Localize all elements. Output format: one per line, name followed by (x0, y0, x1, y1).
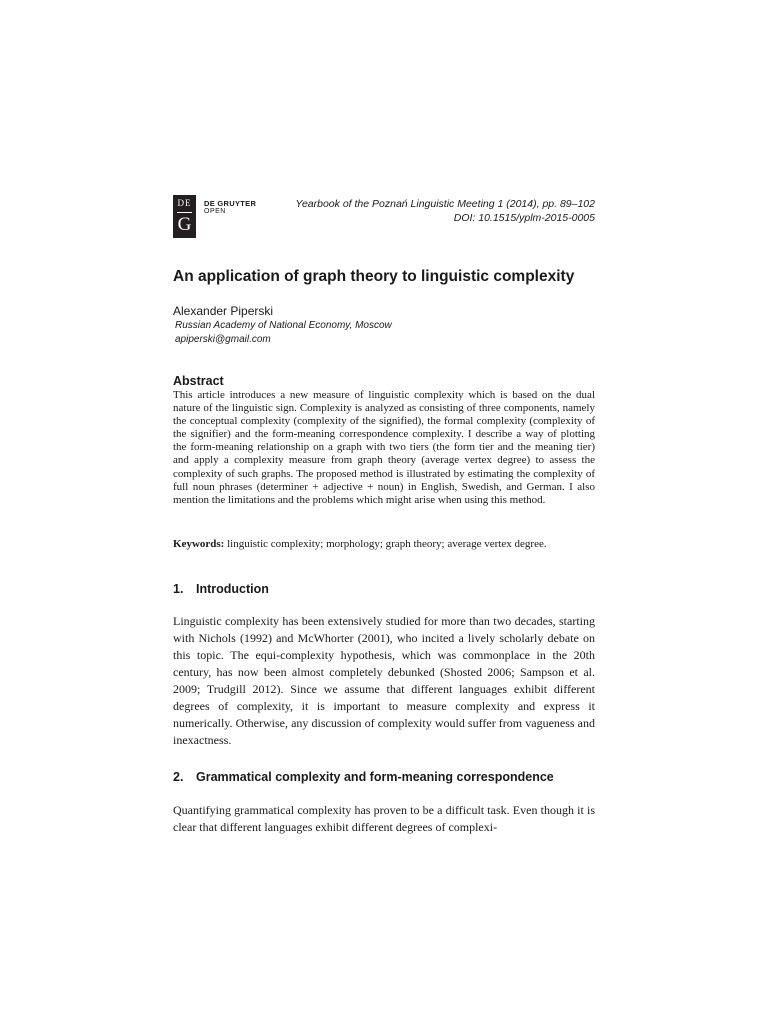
logo-top-text: DE (177, 198, 192, 208)
abstract-text: This article introduces a new measure of linguistic complexity which is based on the dual nature of the linguistic sign. Complexity is analyzed as consisting of three components, namely the conceptual complexity (complexity of the signified), the formal complexity (complexity of the signifier) and the form-meaning correspondence complexity. I describe a way of plotting the form-meaning relationship on a graph with two tiers (the form tier and the meaning tier) and apply a complexity measure from graph theory (average vertex degree) to assess the complexity of such graphs. The proposed method is illustrated by estimating the complexity of full noun phrases (determiner + adjective + noun) in English, Swedish, and German. I also mention the limitations and the problems which might arise when using this method. (173, 389, 595, 506)
publisher-logo (173, 195, 196, 238)
section-number: 2. (173, 770, 184, 784)
author-name: Alexander Piperski (173, 304, 274, 318)
publisher-name: DE GRUYTER (204, 199, 257, 208)
abstract-heading: Abstract (173, 374, 224, 388)
article-title: An application of graph theory to linguistic complexity (173, 268, 575, 285)
journal-doi: DOI: 10.1515/yplm-2015-0005 (453, 212, 595, 224)
section-heading-introduction (173, 582, 269, 596)
author-affiliation: Russian Academy of National Economy, Moscow (175, 320, 392, 331)
publisher-sub: OPEN (204, 208, 226, 215)
keywords (173, 538, 595, 551)
journal-citation: Yearbook of the Poznań Linguistic Meeting 1 (2014), pp. 89–102 (295, 198, 595, 210)
journal-info (296, 197, 595, 225)
keywords-text: linguistic complexity; morphology; graph theory; average vertex degree. (227, 538, 547, 550)
logo-divider (177, 212, 192, 213)
keywords-label: Keywords: (173, 538, 225, 550)
section-title: Grammatical complexity and form-meaning correspondence (196, 770, 554, 784)
section-heading-grammatical-complexity (173, 770, 554, 784)
logo-bottom-text: G (177, 214, 192, 235)
grammatical-complexity-text: Quantifying grammatical complexity has proven to be a difficult task. Even though it is clear that different languages exhibit different degrees of complexi- (173, 803, 595, 834)
section-title: Introduction (196, 582, 269, 596)
publisher-name-block (204, 200, 256, 216)
author-email: apiperski@gmail.com (175, 334, 271, 345)
section-number: 1. (173, 582, 184, 596)
introduction-text: Linguistic complexity has been extensively studied for more than two decades, starting with Nichols (1992) and McWhorter (2001), who incited a lively scholarly debate on this topic. The equi-complexity hypothesis, which was commonplace in the 20th century, has now been almost completely debunked (Shosted 2006; Sampson et al. 2009; Trudgill 2012). Since we assume that different languages exhibit different degrees of complexity, it is important to measure complexity and express it numerically. Otherwise, any discussion of complexity would suffer from vagueness and inexactness. (173, 614, 595, 747)
